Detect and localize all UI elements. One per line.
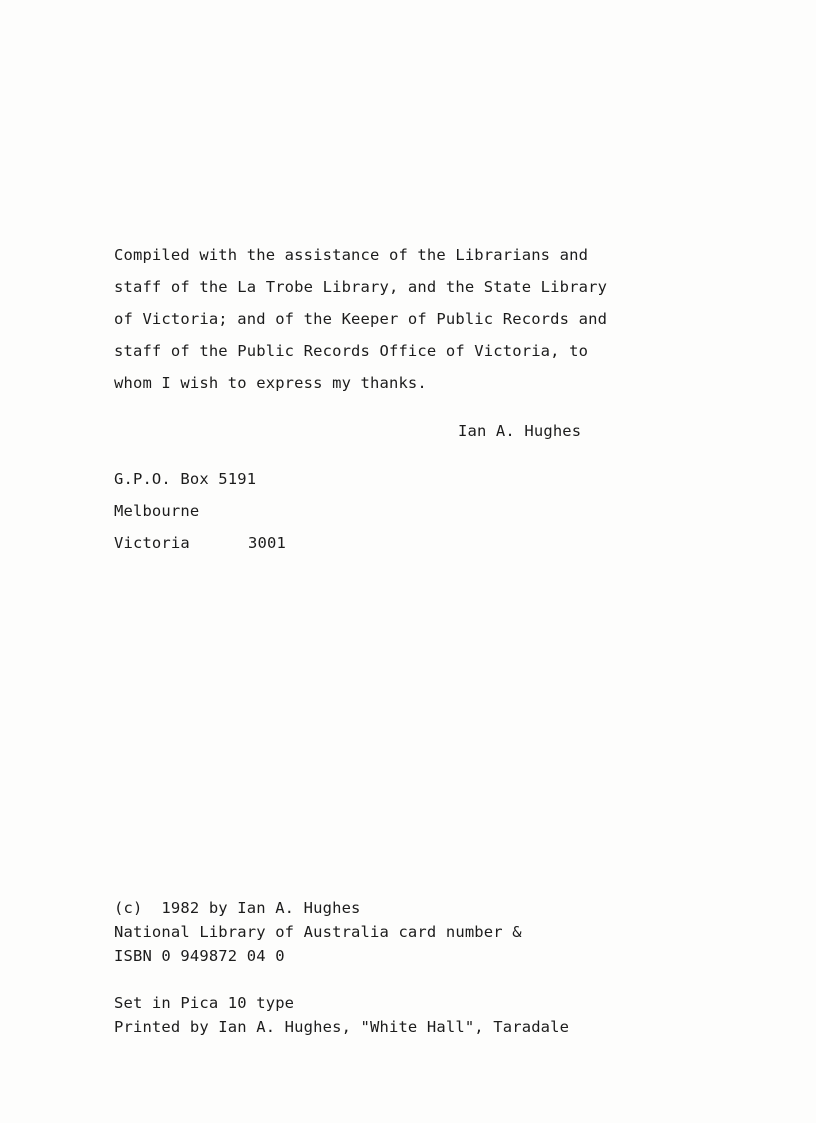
copyright-notice: (c) 1982 by Ian A. Hughes (114, 899, 361, 917)
author-signature: Ian A. Hughes (458, 422, 582, 440)
address-box: G.P.O. Box 5191 (114, 470, 257, 488)
address-city: Melbourne (114, 502, 200, 520)
address-postcode: 3001 (248, 534, 286, 552)
acknowledgement-line-3: of Victoria; and of the Keeper of Public Records and (114, 310, 608, 328)
printer-line: Printed by Ian A. Hughes, "White Hall", Taradale (114, 1018, 570, 1036)
acknowledgement-line-4: staff of the Public Records Office of Victoria, to (114, 342, 589, 360)
acknowledgement-line-2: staff of the La Trobe Library, and the State Library (114, 278, 608, 296)
acknowledgement-line-5: whom I wish to express my thanks. (114, 374, 427, 392)
address-state: Victoria (114, 534, 190, 552)
typeface-line: Set in Pica 10 type (114, 994, 295, 1012)
acknowledgement-line-1: Compiled with the assistance of the Librarians and (114, 246, 589, 264)
library-card-line: National Library of Australia card number & (114, 923, 522, 941)
isbn-line: ISBN 0 949872 04 0 (114, 947, 285, 965)
